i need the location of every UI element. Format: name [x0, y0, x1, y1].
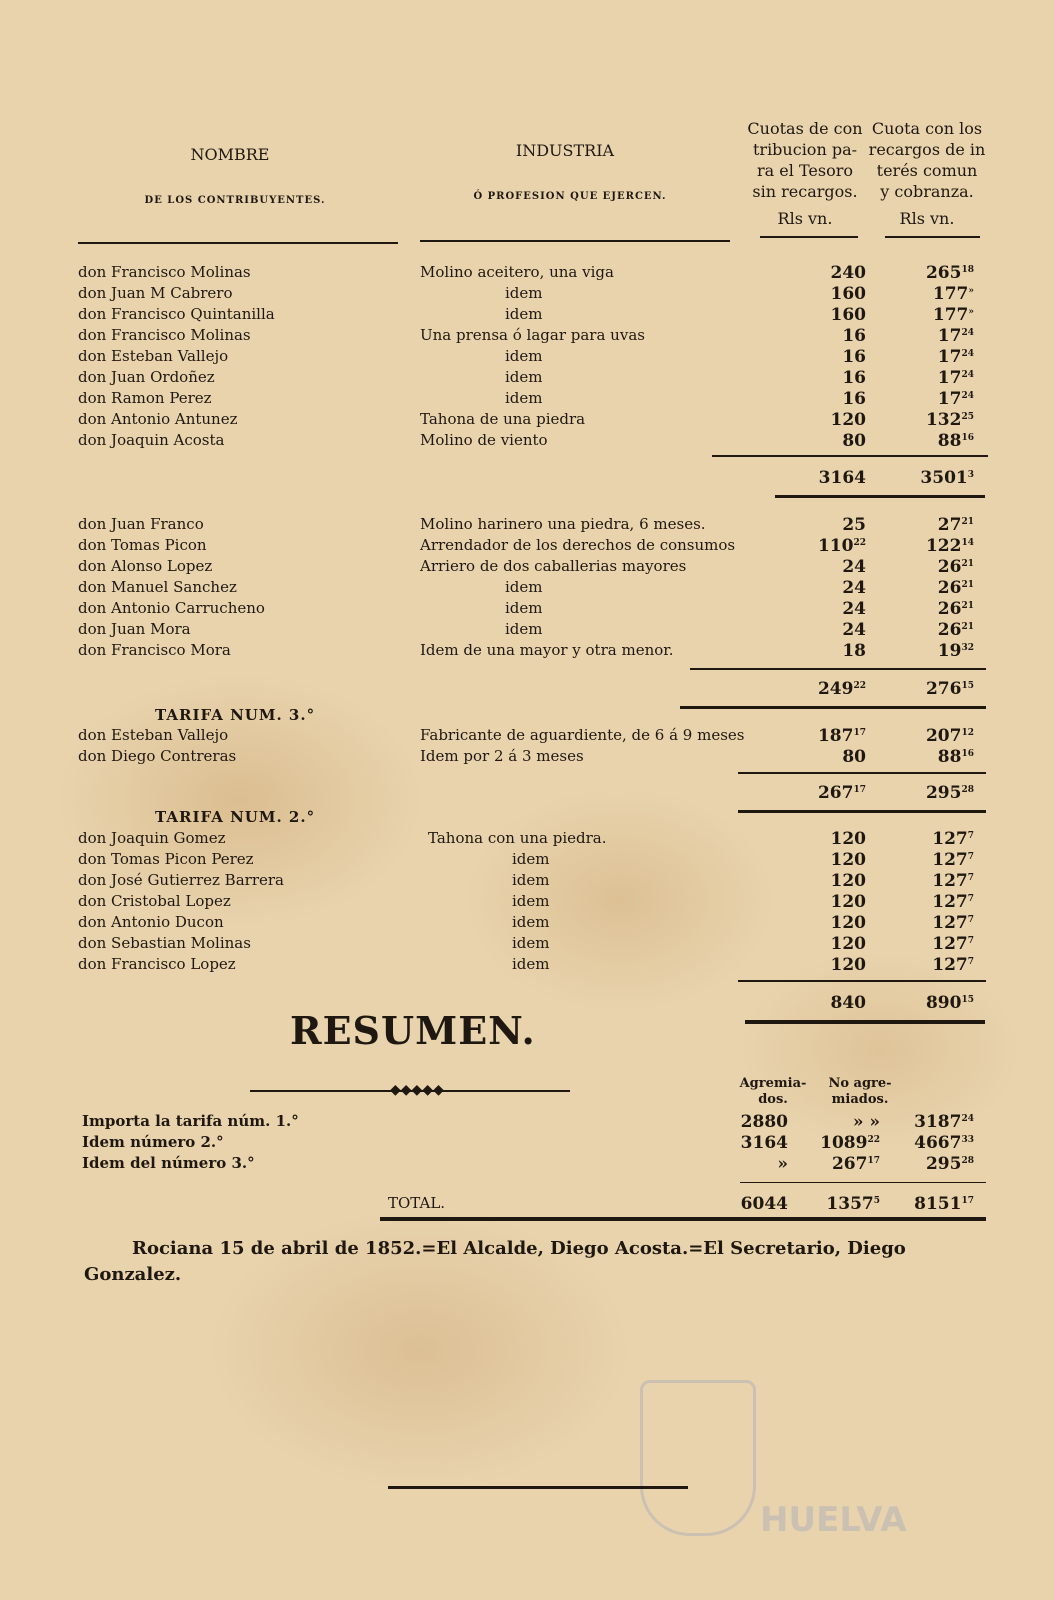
- taxpayer-name: don Esteban Vallejo: [78, 726, 229, 744]
- resumen-total-row: [880, 1133, 974, 1153]
- taxpayer-name: don Francisco Lopez: [78, 955, 236, 973]
- header-rule: [760, 236, 858, 238]
- subtotal-surcharge: [870, 679, 974, 699]
- taxpayer-name: don Antonio Antunez: [78, 410, 238, 428]
- total-no-agremiados: [800, 1194, 880, 1214]
- quota-base: 240: [830, 263, 866, 283]
- taxpayer-name: don Francisco Molinas: [78, 263, 251, 281]
- resumen-total-row-value: 3187: [914, 1112, 962, 1132]
- quota-surcharge-value: 26: [937, 620, 962, 640]
- taxpayer-name: don Juan Mora: [78, 620, 191, 638]
- header-cuotas-unit: Rls vn.: [777, 209, 833, 228]
- quota-surcharge-cents: 7: [967, 894, 974, 904]
- subtotal-base: 840: [830, 993, 866, 1013]
- archive-watermark-text: HUELVA: [760, 1500, 907, 1540]
- quota-base: [740, 515, 866, 535]
- table-row: [0, 389, 1054, 410]
- subtotal-base: [740, 783, 866, 803]
- subtotal-rule: [680, 706, 986, 709]
- subtotal-base-value: 267: [817, 783, 854, 803]
- subtotal-surcharge-value: 3501: [920, 468, 968, 488]
- tarifa-title: TARIFA NUM. 3.°: [155, 706, 316, 724]
- subtotal-surcharge-cents: 28: [961, 785, 974, 795]
- resumen-total-row-value: 295: [925, 1154, 962, 1174]
- subtotal-base: [740, 679, 866, 699]
- resumen-total-row: [880, 1112, 974, 1132]
- quota-surcharge: [870, 829, 974, 849]
- industry: Molino de viento: [420, 431, 548, 449]
- taxpayer-name: don Francisco Molinas: [78, 326, 251, 344]
- header-cuota-line: Cuota con los: [871, 119, 983, 138]
- quota-base: 120: [830, 410, 866, 430]
- subtotal-surcharge-cents: 15: [961, 681, 974, 691]
- quota-base: 16: [842, 389, 866, 409]
- quota-surcharge: [870, 536, 974, 556]
- resumen-total-row-cents: 28: [961, 1156, 974, 1166]
- table-row: [0, 620, 1054, 641]
- quota-base: 120: [830, 871, 866, 891]
- subtotal-rule: [712, 455, 988, 457]
- quota-base: 160: [830, 284, 866, 304]
- header-rule: [78, 242, 398, 244]
- quota-base-value: 25: [842, 515, 866, 535]
- header-cuotas-line: tribucion pa-: [752, 140, 858, 159]
- quota-surcharge: [870, 955, 974, 975]
- quota-surcharge-cents: 24: [961, 391, 974, 401]
- header-industria: INDUSTRIA: [515, 141, 615, 160]
- resumen-total-row: [880, 1154, 974, 1174]
- table-row: [0, 913, 1054, 934]
- subtotal-surcharge: [870, 783, 974, 803]
- taxpayer-name: don Tomas Picon Perez: [78, 850, 254, 868]
- quota-surcharge: [870, 913, 974, 933]
- quota-surcharge-value: 17: [937, 347, 962, 367]
- resumen-row: [0, 1133, 1054, 1154]
- resumen-label: Idem número 2.°: [82, 1133, 224, 1151]
- quota-base: [740, 599, 866, 619]
- header-cuotas-line: sin recargos.: [752, 182, 858, 201]
- resumen-no-agremiados-cents: 17: [867, 1156, 880, 1166]
- col-agremiados-line: dos.: [758, 1092, 788, 1107]
- quota-surcharge-cents: 7: [967, 915, 974, 925]
- quota-surcharge-cents: 16: [961, 749, 974, 759]
- quota-surcharge-cents: 18: [961, 265, 974, 275]
- table-row: [0, 578, 1054, 599]
- quota-base: [740, 536, 866, 556]
- table-row: [0, 326, 1054, 347]
- resumen-no-agremiados: [800, 1154, 880, 1174]
- quota-base-value: 24: [842, 620, 866, 640]
- quota-surcharge-value: 19: [937, 641, 962, 661]
- quota-base: 160: [830, 305, 866, 325]
- subtotal-surcharge-value: 890: [925, 993, 962, 1013]
- quota-surcharge-cents: 24: [961, 349, 974, 359]
- resumen-label: Idem del número 3.°: [82, 1154, 255, 1172]
- industry: Molino harinero una piedra, 6 meses.: [420, 515, 706, 533]
- table-row: [0, 871, 1054, 892]
- table-row: [0, 641, 1054, 662]
- quota-base: 120: [830, 934, 866, 954]
- quota-surcharge-cents: »: [968, 307, 974, 317]
- header-nombre: NOMBRE: [190, 145, 270, 164]
- quota-surcharge-value: 127: [932, 829, 968, 849]
- quota-surcharge-cents: 7: [967, 957, 974, 967]
- quota-surcharge-cents: 7: [967, 852, 974, 862]
- total-grand: [880, 1194, 974, 1214]
- industry: idem: [505, 305, 543, 323]
- header-rule: [420, 240, 730, 242]
- industry: Arriero de dos caballerias mayores: [420, 557, 687, 575]
- table-row: [0, 347, 1054, 368]
- col-agremiados: [738, 1076, 808, 1108]
- quota-surcharge-value: 26: [937, 599, 962, 619]
- quota-base: 80: [842, 431, 866, 451]
- table-row: [0, 284, 1054, 305]
- quota-surcharge-cents: 25: [961, 412, 974, 422]
- industry: Fabricante de aguardiente, de 6 á 9 meses: [420, 726, 745, 744]
- resumen-no-agremiados-value: 267: [831, 1154, 868, 1174]
- quota-surcharge: [870, 557, 974, 577]
- quota-surcharge-value: 127: [932, 955, 968, 975]
- quota-base: [740, 726, 866, 746]
- quota-base-value: 187: [817, 726, 854, 746]
- taxpayer-name: don Tomas Picon: [78, 536, 207, 554]
- quota-surcharge: [870, 284, 974, 304]
- header-nombre-sub: DE LOS CONTRIBUYENTES.: [144, 195, 326, 206]
- taxpayer-name: don Cristobal Lopez: [78, 892, 231, 910]
- resumen-no-agremiados-value: »: [852, 1112, 864, 1132]
- resumen-total: [0, 1194, 1054, 1215]
- industry: idem: [512, 913, 550, 931]
- table-row: [0, 368, 1054, 389]
- industry: idem: [505, 578, 543, 596]
- taxpayer-name: don Francisco Quintanilla: [78, 305, 275, 323]
- quota-surcharge-value: 17: [937, 389, 962, 409]
- quota-surcharge: [870, 326, 974, 346]
- quota-surcharge-cents: 12: [961, 728, 974, 738]
- industry: idem: [505, 368, 543, 386]
- resumen-agremiados: »: [777, 1154, 788, 1174]
- total-grand-value: 8151: [914, 1194, 962, 1214]
- taxpayer-name: don Antonio Carrucheno: [78, 599, 265, 617]
- quota-surcharge-value: 127: [932, 871, 968, 891]
- subtotal-rule: [738, 810, 986, 813]
- quota-surcharge: [870, 599, 974, 619]
- quota-surcharge-cents: 24: [961, 370, 974, 380]
- header-cuotas: [740, 118, 870, 229]
- taxpayer-name: don Diego Contreras: [78, 747, 237, 765]
- quota-surcharge-cents: 14: [961, 538, 974, 548]
- resumen-no-agremiados-cents: »: [869, 1112, 880, 1132]
- industry: idem: [505, 284, 543, 302]
- col-no-agremiados-line: miados.: [831, 1092, 889, 1107]
- col-no-agremiados: [822, 1076, 898, 1108]
- industry: Tahona de una piedra: [420, 410, 586, 428]
- subtotal-base-cents: 17: [853, 785, 866, 795]
- quota-surcharge-cents: 21: [961, 559, 974, 569]
- header-industria-sub: Ó PROFESION QUE EJERCEN.: [473, 191, 667, 202]
- quota-surcharge-cents: 21: [961, 580, 974, 590]
- quota-surcharge: [870, 620, 974, 640]
- quota-surcharge: [870, 368, 974, 388]
- quota-surcharge-cents: 21: [961, 517, 974, 527]
- quota-surcharge-cents: 21: [961, 622, 974, 632]
- subtotal-base-value: 249: [817, 679, 854, 699]
- quota-surcharge-cents: »: [968, 286, 974, 296]
- quota-base: [740, 578, 866, 598]
- industry: Arrendador de los derechos de consumos: [420, 536, 736, 554]
- header-cuota-recargos: [868, 118, 986, 229]
- quota-surcharge-value: 127: [932, 850, 968, 870]
- industry: idem: [512, 892, 550, 910]
- quota-base-value: 110: [817, 536, 854, 556]
- quota-surcharge-value: 17: [937, 326, 962, 346]
- quota-base: [740, 641, 866, 661]
- taxpayer-name: don Alonso Lopez: [78, 557, 213, 575]
- quota-surcharge-value: 88: [937, 431, 962, 451]
- table-row: [0, 829, 1054, 850]
- industry: Idem de una mayor y otra menor.: [420, 641, 674, 659]
- resumen-row: [0, 1154, 1054, 1175]
- table-row: [0, 747, 1054, 768]
- resumen-agremiados: 3164: [740, 1133, 788, 1153]
- subtotal-base-cents: 22: [853, 681, 866, 691]
- quota-base-value: 80: [842, 747, 866, 767]
- taxpayer-name: don Ramon Perez: [78, 389, 212, 407]
- subtotal-surcharge: [870, 993, 974, 1013]
- resumen-agremiados: 2880: [740, 1112, 788, 1132]
- subtotal-rule: [745, 1020, 985, 1024]
- quota-surcharge-value: 177: [932, 284, 969, 304]
- quota-base: 120: [830, 892, 866, 912]
- industry: idem: [512, 850, 550, 868]
- total-no-agremiados-value: 1357: [826, 1194, 874, 1214]
- quota-surcharge-value: 132: [925, 410, 962, 430]
- col-agremiados-line: Agremia-: [739, 1076, 807, 1091]
- resumen-total-row-value: 4667: [914, 1133, 962, 1153]
- header-rule: [885, 236, 980, 238]
- header-cuotas-line: Cuotas de con: [747, 119, 863, 138]
- subtotal-rule: [775, 495, 985, 498]
- quota-surcharge: [870, 871, 974, 891]
- subtotal-surcharge-cents: 15: [961, 995, 974, 1005]
- subtotal-base: 3164: [818, 468, 866, 488]
- quota-surcharge: [870, 389, 974, 409]
- header-cuota-line: y cobranza.: [880, 182, 974, 201]
- industry: Tahona con una piedra.: [428, 829, 607, 847]
- quota-surcharge-value: 127: [932, 913, 968, 933]
- industry: Idem por 2 á 3 meses: [420, 747, 584, 765]
- closing-signature-line: Rociana 15 de abril de 1852.=El Alcalde, Diego Acosta.=El Secretario, Diego Gonzalez.: [84, 1238, 906, 1285]
- archive-watermark-seal: [640, 1380, 756, 1536]
- taxpayer-name: don Sebastian Molinas: [78, 934, 251, 952]
- table-row: [0, 431, 1054, 452]
- total-agremiados: 6044: [740, 1194, 788, 1214]
- subtotal-surcharge: [870, 468, 974, 488]
- quota-surcharge-value: 27: [937, 515, 962, 535]
- subtotal-rule: [738, 980, 986, 982]
- quota-surcharge: [870, 347, 974, 367]
- quota-base-cents: 17: [853, 728, 866, 738]
- resumen-ornament-icon: ◆◆◆◆◆: [390, 1082, 444, 1098]
- quota-surcharge: [870, 305, 974, 325]
- resumen-total-row-cents: 24: [961, 1114, 974, 1124]
- resumen-label: Importa la tarifa núm. 1.°: [82, 1112, 299, 1130]
- table-row: [0, 536, 1054, 557]
- quota-surcharge: [870, 515, 974, 535]
- quota-surcharge-value: 207: [925, 726, 962, 746]
- quota-surcharge: [870, 726, 974, 746]
- table-row: [0, 557, 1054, 578]
- industry: Molino aceitero, una viga: [420, 263, 614, 281]
- quota-surcharge-cents: 16: [961, 433, 974, 443]
- resumen-title: RESUMEN.: [290, 1008, 536, 1053]
- quota-surcharge-value: 127: [932, 934, 968, 954]
- quota-base: 16: [842, 368, 866, 388]
- taxpayer-name: don José Gutierrez Barrera: [78, 871, 284, 889]
- taxpayer-name: don Esteban Vallejo: [78, 347, 229, 365]
- quota-base-cents: 22: [853, 538, 866, 548]
- quota-surcharge: [870, 934, 974, 954]
- quota-base: 120: [830, 955, 866, 975]
- resumen-row: [0, 1112, 1054, 1133]
- quota-base-value: 18: [842, 641, 866, 661]
- table-row: [0, 726, 1054, 747]
- quota-surcharge-value: 26: [937, 578, 962, 598]
- quota-surcharge-cents: 24: [961, 328, 974, 338]
- table-row: [0, 410, 1054, 431]
- total-rule: [740, 1182, 986, 1183]
- table-row: [0, 599, 1054, 620]
- subtotal-surcharge-value: 276: [925, 679, 962, 699]
- tarifa-title: TARIFA NUM. 2.°: [155, 808, 316, 826]
- industry: idem: [505, 620, 543, 638]
- subtotal-rule: [738, 772, 986, 774]
- subtotal-surcharge-value: 295: [925, 783, 962, 803]
- quota-surcharge-cents: 32: [961, 643, 974, 653]
- total-grand-cents: 17: [961, 1196, 974, 1206]
- quota-surcharge: [870, 892, 974, 912]
- industry: idem: [505, 347, 543, 365]
- quota-surcharge-value: 17: [937, 368, 962, 388]
- taxpayer-name: don Juan Ordoñez: [78, 368, 215, 386]
- table-row: [0, 263, 1054, 284]
- quota-surcharge: [870, 263, 974, 283]
- quota-base: 120: [830, 850, 866, 870]
- quota-surcharge-value: 127: [932, 892, 968, 912]
- resumen-no-agremiados: [800, 1133, 880, 1153]
- taxpayer-name: don Juan Franco: [78, 515, 204, 533]
- taxpayer-name: don Manuel Sanchez: [78, 578, 237, 596]
- industry: idem: [505, 599, 543, 617]
- quota-surcharge: [870, 641, 974, 661]
- quota-surcharge-value: 265: [925, 263, 962, 283]
- col-no-agremiados-line: No agre-: [828, 1076, 892, 1091]
- taxpayer-name: don Joaquin Gomez: [78, 829, 226, 847]
- total-double-rule: [380, 1217, 986, 1221]
- resumen-total-row-cents: 33: [961, 1135, 974, 1145]
- resumen-no-agremiados: [800, 1112, 880, 1132]
- quota-base: 16: [842, 347, 866, 367]
- table-row: [0, 515, 1054, 536]
- quota-surcharge-value: 122: [925, 536, 962, 556]
- table-row: [0, 934, 1054, 955]
- quota-base: 16: [842, 326, 866, 346]
- taxpayer-name: don Joaquin Acosta: [78, 431, 225, 449]
- header-cuota-line: terés comun: [876, 161, 978, 180]
- quota-surcharge: [870, 578, 974, 598]
- quota-surcharge: [870, 747, 974, 767]
- taxpayer-name: don Francisco Mora: [78, 641, 231, 659]
- quota-base: [740, 620, 866, 640]
- header-cuotas-line: ra el Tesoro: [757, 161, 853, 180]
- header-cuota-line: recargos de in: [868, 140, 986, 159]
- subtotal-surcharge-cents: 3: [967, 470, 974, 480]
- industry: idem: [512, 871, 550, 889]
- industry: Una prensa ó lagar para uvas: [420, 326, 645, 344]
- industry: idem: [505, 389, 543, 407]
- quota-surcharge-value: 177: [932, 305, 969, 325]
- quota-surcharge-cents: 7: [967, 873, 974, 883]
- taxpayer-name: don Juan M Cabrero: [78, 284, 233, 302]
- table-row: [0, 850, 1054, 871]
- quota-surcharge-cents: 7: [967, 831, 974, 841]
- industry: idem: [512, 934, 550, 952]
- quota-surcharge-cents: 21: [961, 601, 974, 611]
- quota-surcharge-value: 88: [937, 747, 962, 767]
- quota-surcharge: [870, 850, 974, 870]
- table-row: [0, 892, 1054, 913]
- table-row: [0, 955, 1054, 976]
- quota-base-value: 24: [842, 557, 866, 577]
- quota-base: [740, 557, 866, 577]
- end-ornament-rule: [388, 1486, 688, 1489]
- taxpayer-name: don Antonio Ducon: [78, 913, 224, 931]
- total-label: TOTAL.: [388, 1194, 446, 1212]
- subtotal-rule: [690, 668, 986, 670]
- resumen-no-agremiados-cents: 22: [867, 1135, 880, 1145]
- industry: idem: [512, 955, 550, 973]
- quota-base: 120: [830, 913, 866, 933]
- resumen-no-agremiados-value: 1089: [820, 1133, 868, 1153]
- total-no-agremiados-cents: 5: [873, 1196, 880, 1206]
- quota-surcharge: [870, 431, 974, 451]
- quota-base-value: 24: [842, 599, 866, 619]
- quota-surcharge-cents: 7: [967, 936, 974, 946]
- header-cuota-unit: Rls vn.: [899, 209, 955, 228]
- quota-base: [740, 747, 866, 767]
- quota-base: 120: [830, 829, 866, 849]
- quota-surcharge: [870, 410, 974, 430]
- quota-base-value: 24: [842, 578, 866, 598]
- table-row: [0, 305, 1054, 326]
- quota-surcharge-value: 26: [937, 557, 962, 577]
